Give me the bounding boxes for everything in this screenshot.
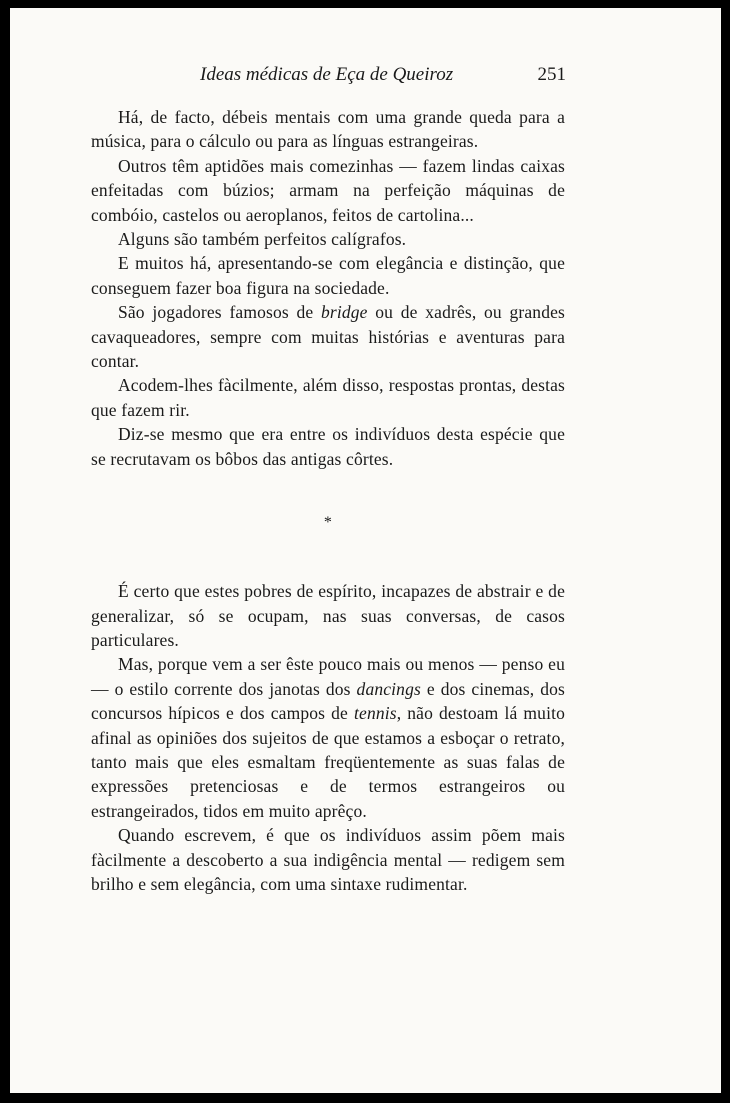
paragraph: Acodem-lhes fàcilmente, além disso, respostas prontas, destas que fazem rir. [91, 375, 565, 420]
page-number: 251 [537, 64, 566, 85]
book-page [10, 8, 721, 1093]
running-title: Ideas médicas de Eça de Queiroz [200, 64, 454, 85]
paragraph: Diz-se mesmo que era entre os indivíduos desta espécie que se recrutavam os bôbos das antigas côrtes. [91, 424, 565, 469]
paragraph: Outros têm aptidões mais comezinhas — fazem lindas caixas enfeitadas com búzios; armam na perfeição máquinas de combóio, castelos ou aeroplanos, feitos de cartolina... [91, 155, 565, 225]
paragraph [91, 652, 565, 823]
paragraph: Alguns são também perfeitos calígrafos. [118, 229, 407, 250]
body-text [91, 105, 565, 896]
italic-term-bridge: bridge [321, 302, 368, 323]
text-run: e dos cinemas, dos concursos hípicos e dos campos de [91, 678, 566, 724]
text-run: , não destoam lá muito afinal as opiniões dos sujeitos de que estamos a esboçar o retrato, tanto mais que eles esmaltam freqüentemente as suas falas de expressões pretenciosas e de termos estrangeiros ou estrangeirados, tidos em muito aprêço. [91, 703, 565, 821]
paragraph: E muitos há, apresentando-se com elegância e distinção, que conseguem fazer boa figura na sociedade. [91, 253, 565, 298]
paragraph: É certo que estes pobres de espírito, incapazes de abstrair e de generalizar, só se ocupam, nas suas conversas, de casos particulares. [91, 581, 565, 650]
text-run: ou de xadrês, ou grandes cavaqueadores, sempre com muitas histórias e aventuras para contar. [91, 302, 565, 372]
text-run: São jogadores famosos de [118, 302, 321, 323]
paragraph: Quando escrevem, é que os indivíduos assim põem mais fàcilmente a descoberto a sua indigência mental — redigem sem brilho e sem elegância, com uma sintaxe rudimentar. [91, 825, 565, 894]
paragraph [91, 300, 565, 373]
italic-term-tennis: tennis [354, 703, 397, 724]
text-run: Mas, porque vem a ser êste pouco mais ou menos — penso eu — o estilo corrente dos janotas dos [91, 654, 565, 699]
italic-term-dancings: dancings [356, 678, 421, 699]
paragraph: Há, de facto, débeis mentais com uma grande queda para a música, para o cálculo ou para as línguas estrangeiras. [91, 107, 565, 152]
running-head [90, 64, 566, 90]
section-separator-asterisk: * [323, 514, 333, 532]
